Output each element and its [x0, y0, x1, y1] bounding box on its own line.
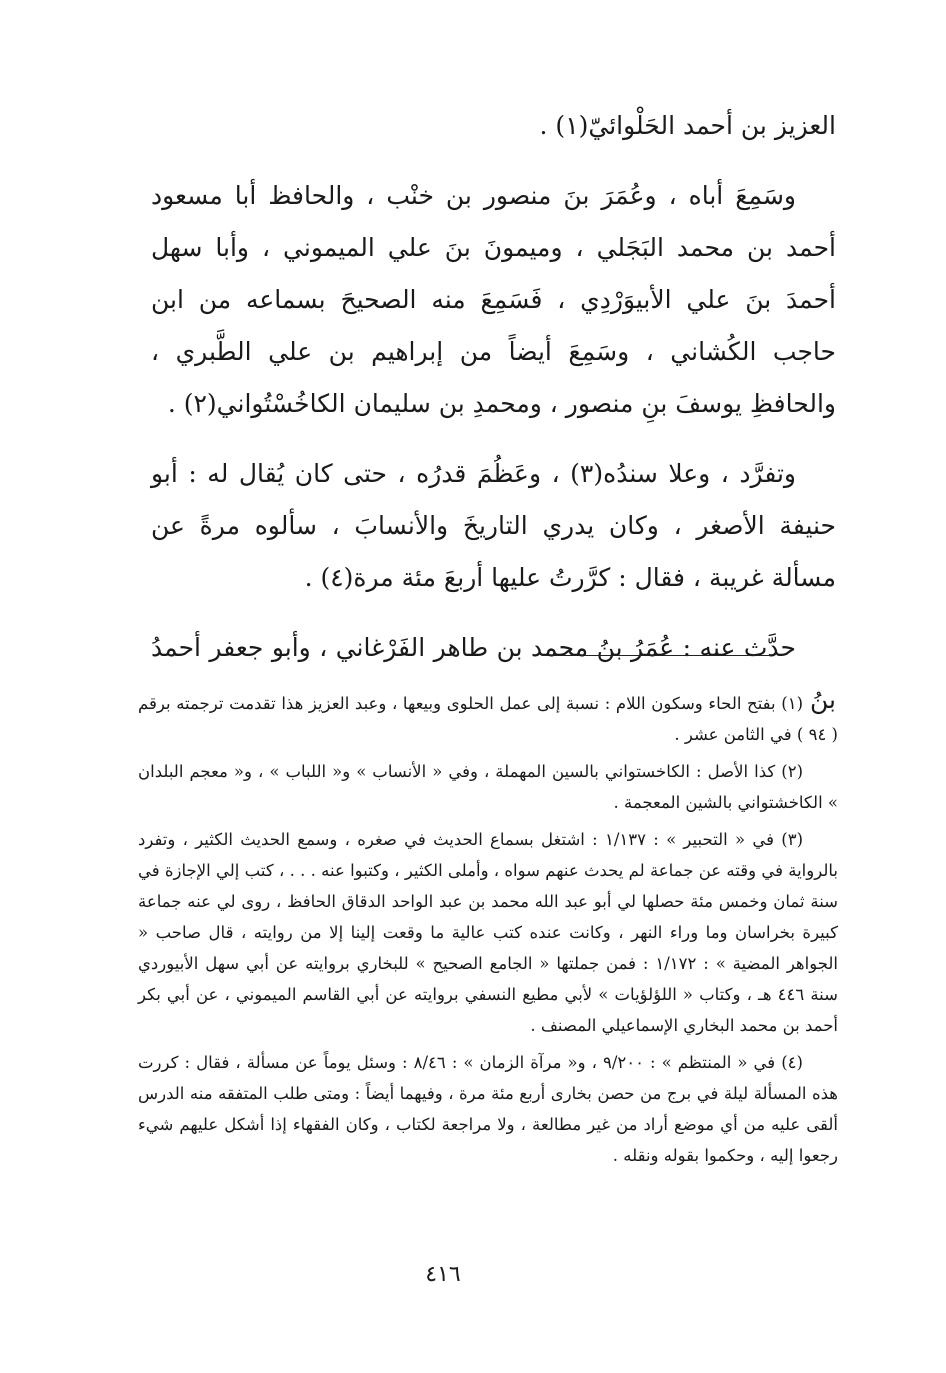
paragraph-teachers: وسَمِعَ أباه ، وعُمَرَ بنَ منصور بن خنْب ، والحافظ أبا مسعود أحمد بن محمد البَجَلي ، وميمونَ بنَ علي الميموني ، وأبا سهل أحمدَ بنَ علي الأبيوَرْدِي ، فَسَمِعَ منه الصحيحَ بسماعه من ابن حاجب الكُشاني ، وسَمِعَ أيضاً من إبراهيم بن علي الطَّبري ، والحافظِ يوسفَ بنِ منصور ، ومحمدِ بن سليمان الكاخُسْتُواني(٢) .	[151, 181, 836, 418]
paragraph-continuation: العزيز بن أحمد الحَلْوائيّ(١) .	[539, 111, 836, 140]
footnote-4: (٤) في « المنتظم » : ٩/٢٠٠ ، و« مرآة الزمان » : ٨/٤٦ : وسئل يوماً عن مسألة ، فقال : كررت هذه المسألة ليلة في برج من حصن بخارى أربع مئة مرة ، وفيهما أيضاً : ومتى طلب المتفقه منه الدرس ألقى عليه من أي موضع أراد من غير مطالعة ، ولا مراجعة لكتاب ، وكان الفقهاء إذا أشكل عليهم شيء رجعوا إليه ، وحكموا بقوله ونقله .	[138, 1053, 838, 1165]
footnote-divider	[543, 655, 771, 656]
footnotes	[138, 688, 838, 1177]
main-text	[151, 100, 836, 726]
paragraph-reputation: وتفرَّد ، وعلا سندُه(٣) ، وعَظُمَ قدرُه ، حتى كان يُقال له : أبو حنيفة الأصغر ، وكان يدري التاريخَ والأنسابَ ، سألوه مرةً عن مسألة غريبة ، فقال : كرَّرتُ عليها أربعَ مئة مرة(٤) .	[151, 459, 836, 592]
page-number	[0, 1262, 946, 1287]
footnote-1: (١) بفتح الحاء وسكون اللام : نسبة إلى عمل الحلوى وبيعها ، وعبد العزيز هذا تقدمت ترجمته برقم ( ٩٤ ) في الثامن عشر .	[138, 694, 838, 744]
footnote-3: (٣) في « التحبير » : ١/١٣٧ : اشتغل بسماع الحديث في صغره ، وسمع الحديث الكثير ، وتفرد بالرواية في وقته عن جماعة لم يحدث عنهم سواه ، وأملى الكثير ، وكتبوا عنه . . . ، كتب إلي الإجازة في سنة ثمان وخمس مئة حصلها لي أبو عبد الله محمد بن عبد الواحد الدقاق الحافظ ، روى لي عنه جماعة كبيرة بخراسان وما وراء النهر ، وكانت عنده كتب عالية ما وقعت إلينا إلا من روايته ، قال صاحب « الجواهر المضية » : ١/١٧٢ : فمن جملتها « الجامع الصحيح » للبخاري بروايته عن أبي سهل الأبيوردي سنة ٤٤٦ هـ ، وكتاب « اللؤلؤيات » لأبي مطيع النسفي بروايته عن أبي القاسم الميموني ، عن أبي بكر أحمد بن محمد البخاري الإسماعيلي المصنف .	[138, 830, 839, 1035]
paragraph-narrators: حدَّث عنه : عُمَرُ بنُ محمد بن طاهر الفَرْغاني ، وأبو جعفر أحمدُ بنُ	[151, 633, 836, 714]
page-number-text: ٤١٦	[425, 1262, 461, 1287]
footnote-2: (٢) كذا الأصل : الكاخستواني بالسين المهملة ، وفي « الأنساب » و« اللباب » ، و« معجم البلدان » الكاخشتواني بالشين المعجمة .	[138, 762, 838, 812]
